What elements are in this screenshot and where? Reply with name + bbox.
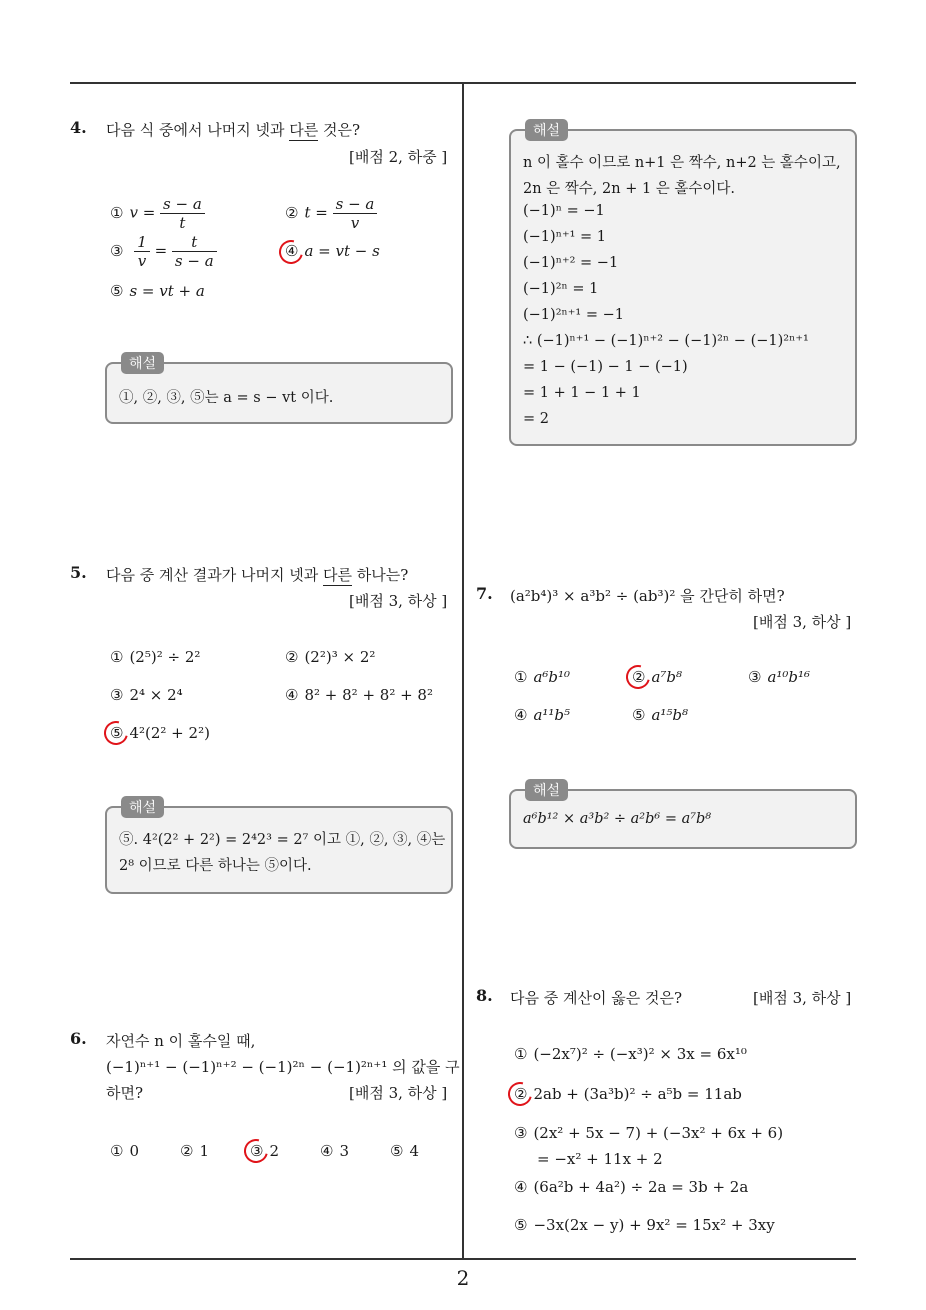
option-2[interactable]: ② t = $\frac{s - a}{v}$ [285,195,377,232]
option-5[interactable]: ⑤ 4 [390,1142,419,1160]
answer-mark [240,1135,273,1168]
option-3[interactable]: ③ a¹⁰b¹⁶ [748,668,811,686]
option-4[interactable]: ④ a = vt − s [285,242,380,260]
solution-line: (−1)²ⁿ⁺¹ = −1 [523,307,624,323]
answer-mark [100,717,133,750]
solution-box [509,783,857,849]
option-2[interactable]: ② (2²)³ × 2² [285,648,376,666]
option-1[interactable]: ① (2⁵)² ÷ 2² [110,648,201,666]
score-label: [배점 3, 하상 ] [753,989,852,1007]
score-label: [배점 3, 하상 ] [753,613,852,631]
option-1[interactable]: ① a⁶b¹⁰ [514,668,571,686]
option-3[interactable]: ③ (2x² + 5x − 7) + (−3x² + 6x + 6) [514,1124,784,1142]
solution-line: (−1)ⁿ⁺² = −1 [523,255,619,271]
question-number: 4. [70,118,87,137]
answer-mark [622,661,655,694]
score-label: [배점 3, 하상 ] [349,1084,448,1102]
solution-line: = 2 [523,411,549,427]
option-4[interactable]: ④ 3 [320,1142,349,1160]
question-text: (−1)ⁿ⁺¹ − (−1)ⁿ⁺² − (−1)²ⁿ − (−1)²ⁿ⁺¹ 의 값을 구 [106,1058,460,1076]
question-text: 다음 중 계산 결과가 나머지 넷과 다른 하나는? [106,566,409,584]
solution-text: a⁶b¹² × a³b² ÷ a²b⁶ = a⁷b⁸ [523,811,712,827]
option-4[interactable]: ④ a¹¹b⁵ [514,706,571,724]
solution-line: = 1 + 1 − 1 + 1 [523,385,641,401]
option-3[interactable]: ③ 2 [250,1142,279,1160]
column-divider [462,83,464,1258]
option-4[interactable]: ④ (6a²b + 4a²) ÷ 2a = 3b + 2a [514,1178,749,1196]
solution-tag: 해설 [121,352,164,374]
option-5[interactable]: ⑤ −3x(2x − y) + 9x² = 15x² + 3xy [514,1216,775,1234]
question-text: 다음 중 계산이 옳은 것은? [510,989,683,1007]
question-text: (a²b⁴)³ × a³b² ÷ (ab³)² 을 간단히 하면? [510,587,785,605]
answer-mark [275,236,308,269]
question-number: 5. [70,563,87,582]
option-1[interactable]: ① 0 [110,1142,139,1160]
page-number: 2 [456,1266,470,1290]
option-1[interactable]: ① (−2x⁷)² ÷ (−x³)² × 3x = 6x¹⁰ [514,1045,747,1063]
score-label: [배점 3, 하상 ] [349,592,448,610]
bottom-rule [70,1258,856,1260]
solution-text: 2⁸ 이므로 다른 하나는 ⑤이다. [119,858,312,874]
option-3[interactable]: ③ 2⁴ × 2⁴ [110,686,183,704]
question-text: 다음 식 중에서 나머지 넷과 다른 것은? [106,121,361,139]
solution-box [105,800,453,894]
option-2[interactable]: ② a⁷b⁸ [632,668,683,686]
option-3-continued: = −x² + 11x + 2 [537,1150,663,1168]
solution-line: (−1)ⁿ⁺¹ = 1 [523,229,607,245]
solution-line: = 1 − (−1) − 1 − (−1) [523,359,688,375]
solution-line: (−1)²ⁿ = 1 [523,281,599,297]
solution-line: ∴ (−1)ⁿ⁺¹ − (−1)ⁿ⁺² − (−1)²ⁿ − (−1)²ⁿ⁺¹ [523,333,809,349]
solution-tag: 해설 [525,119,568,141]
solution-box [509,123,857,446]
solution-text: ⑤. 4²(2² + 2²) = 2⁴2³ = 2⁷ 이고 ①, ②, ③, ④는 [119,832,446,848]
solution-tag: 해설 [121,796,164,818]
option-5[interactable]: ⑤ s = vt + a [110,282,205,300]
option-2[interactable]: ② 1 [180,1142,209,1160]
solution-line: n 이 홀수 이므로 n+1 은 짝수, n+2 는 홀수이고, [523,155,841,171]
solution-line: 2n 은 짝수, 2n + 1 은 홀수이다. [523,181,736,197]
question-text: 하면? [106,1084,144,1102]
solution-tag: 해설 [525,779,568,801]
question-number: 8. [476,986,493,1005]
solution-line: (−1)ⁿ = −1 [523,203,605,219]
option-1[interactable]: ① v = $\frac{s - a}{t}$ [110,195,205,232]
solution-text: ①, ②, ③, ⑤는 a = s − vt 이다. [119,390,334,406]
question-number: 7. [476,584,493,603]
question-number: 6. [70,1029,87,1048]
option-2[interactable]: ② 2ab + (3a³b)² ÷ a⁵b = 11ab [514,1085,742,1103]
option-5[interactable]: ⑤ 4²(2² + 2²) [110,724,210,742]
answer-mark [504,1078,537,1111]
option-5[interactable]: ⑤ a¹⁵b⁸ [632,706,689,724]
option-4[interactable]: ④ 8² + 8² + 8² + 8² [285,686,433,704]
option-3[interactable]: ③ $\frac{1}{v}$ = $\frac{t}{s - a}$ [110,233,217,270]
score-label: [배점 2, 하중 ] [349,148,448,166]
question-text: 자연수 n 이 홀수일 때, [106,1032,256,1050]
solution-box [105,356,453,424]
